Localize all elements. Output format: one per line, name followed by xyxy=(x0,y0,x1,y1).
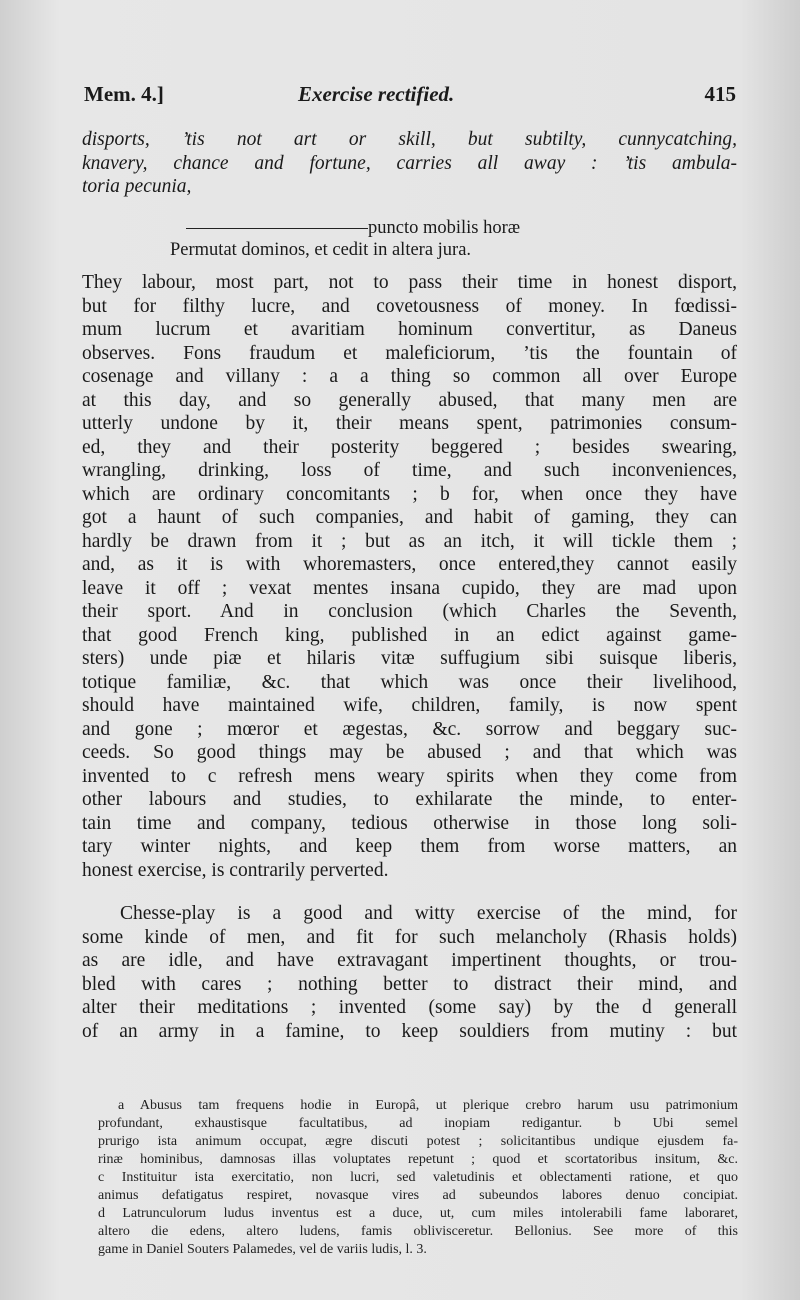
text-line: as are idle, and have extravagant impertinent thoughts, or trou- xyxy=(82,950,737,971)
text-line: other labours and studies, to exhilarate the minde, to enter- xyxy=(82,789,737,810)
footnote-line: profundant, exhaustisque facultatibus, ad inopiam redigantur. b Ubi semel xyxy=(98,1116,738,1131)
text-line: and gone ; mœror et ægestas, &c. sorrow and beggary suc- xyxy=(82,718,737,740)
text-line: hardly be drawn from it ; but as an itch, it will tickle them ; xyxy=(82,530,737,552)
page-number: 415 xyxy=(704,82,736,106)
text-line: ceeds. So good things may be abused ; and that which was xyxy=(82,742,737,763)
text-line: disports, ’tis not art or skill, but subtilty, cunnycatching, xyxy=(82,129,737,150)
text-line: at this day, and so generally abused, that many men are xyxy=(82,389,737,411)
text-line: They labour, most part, not to pass their time in honest disport, xyxy=(82,272,737,293)
verse-line-1 xyxy=(186,218,520,239)
footnote-line: altero die edens, altero ludens, famis oblivisceretur. Bellonius. See more of this xyxy=(98,1224,738,1239)
text-line: but for filthy lucre, and covetousness of money. In fœdissi- xyxy=(82,295,737,317)
footnote-line: prurigo ista animum occupat, ægre discuti potest ; solicitantibus undique ejusdem fa- xyxy=(98,1134,738,1149)
paragraph-2 xyxy=(82,902,737,1043)
verse-line-2: Permutat dominos, et cedit in altera jura. xyxy=(170,240,472,260)
text-line: that good French king, published in an edict against game- xyxy=(82,624,737,646)
text-line: ed, they and their posterity beggered ; besides swearing, xyxy=(82,436,737,458)
text-line: their sport. And in conclusion (which Charles the Seventh, xyxy=(82,601,737,622)
text-line: leave it off ; vexat mentes insana cupido, they are mad upon xyxy=(82,577,737,599)
text-line: tain time and company, tedious otherwise in those long soli- xyxy=(82,812,737,834)
paragraph-1 xyxy=(82,271,737,882)
footnote-line: a Abusus tam frequens hodie in Europâ, ut plerique crebro harum usu patrimonium xyxy=(118,1098,738,1113)
footnote-line: rinæ hominibus, damnosas illas voluptates repetunt ; quod et scortatoribus insitum, &c. xyxy=(98,1152,738,1167)
text-line: Chesse-play is a good and witty exercise of the mind, for xyxy=(120,903,737,924)
text-line: sters) unde piæ et hilaris vitæ suffugium sibi suisque liberis, xyxy=(82,648,737,669)
text-line: should have maintained wife, children, family, is now spent xyxy=(82,695,737,716)
header-title: Exercise rectified. xyxy=(298,82,455,106)
text-line: of an army in a famine, to keep souldiers from mutiny : but xyxy=(82,1020,737,1042)
text-line: honest exercise, is contrarily perverted. xyxy=(82,859,389,881)
text-line: got a haunt of such companies, and habit of gaming, they can xyxy=(82,507,737,528)
intro-passage xyxy=(82,128,737,199)
footnote-line: animus defatigatus respiret, novasque vires ad subeundos labores denuo concipiat. xyxy=(98,1188,738,1203)
text-line: mum lucrum et avaritiam hominum convertitur, as Daneus xyxy=(82,319,737,340)
text-line: alter their meditations ; invented (some say) by the d generall xyxy=(82,997,737,1018)
text-line: cosenage and villany : a a thing so common all over Europe xyxy=(82,366,737,387)
text-line: bled with cares ; nothing better to distract their mind, and xyxy=(82,973,737,995)
text-line: wrangling, drinking, loss of time, and such inconveniences, xyxy=(82,460,737,481)
text-line: totique familiæ, &c. that which was once their livelihood, xyxy=(82,671,737,693)
text-line: which are ordinary concomitants ; b for, when once they have xyxy=(82,483,737,505)
text-line: toria pecunia, xyxy=(82,176,192,197)
footnotes xyxy=(98,1097,738,1259)
footnote-line: game in Daniel Souters Palamedes, vel de variis ludis, l. 3. xyxy=(98,1242,427,1257)
text-line: knavery, chance and fortune, carries all away : ’tis ambula- xyxy=(82,152,737,174)
footnote-line: c Instituitur ista exercitatio, non lucri, sed valetudinis et oblectamenti ratione, et quo xyxy=(98,1170,738,1185)
text-line: invented to c refresh mens weary spirits when they come from xyxy=(82,765,737,787)
text-line: and, as it is with whoremasters, once entered,they cannot easily xyxy=(82,554,737,575)
text-line: some kinde of men, and fit for such melancholy (Rhasis holds) xyxy=(82,926,737,948)
footnote-line: d Latrunculorum ludus inventus est a duce, ut, cum miles intolerabili fame laboraret, xyxy=(98,1206,738,1221)
text-line: tary winter nights, and keep them from worse matters, an xyxy=(82,836,737,857)
text-line: observes. Fons fraudum et maleficiorum, ’tis the fountain of xyxy=(82,342,737,364)
verse-text: puncto mobilis horæ xyxy=(368,218,521,238)
text-line: utterly undone by it, their means spent, patrimonies consum- xyxy=(82,413,737,434)
running-header xyxy=(84,82,736,112)
header-section: Mem. 4.] xyxy=(84,82,164,106)
verse-dash xyxy=(186,228,368,229)
